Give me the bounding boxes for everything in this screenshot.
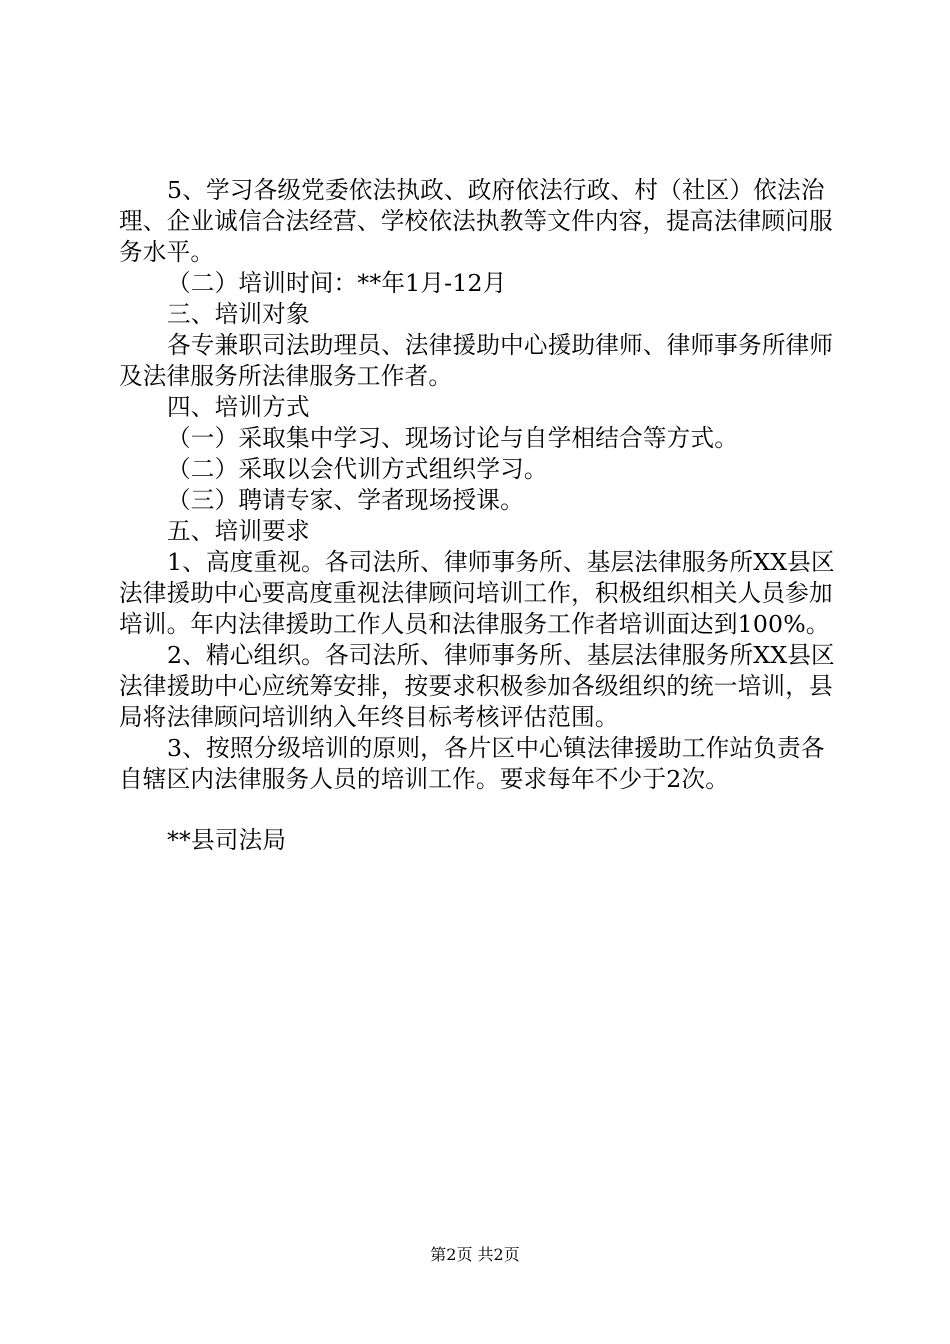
paragraph-requirement-1: 1、高度重视。各司法所、律师事务所、基层法律服务所XX县区法律援助中心要高度重视法律顾问培训工作，积极组织相关人员参加培训。年内法律援助工作人员和法律服务工作者培训面达到100%。 [119, 548, 835, 638]
spacer [119, 795, 839, 825]
paragraph-requirement-3: 3、按照分级培训的原则，各片区中心镇法律援助工作站负责各自辖区内法律服务人员的培训工作。要求每年不少于2次。 [119, 734, 825, 793]
page-footer: 第2页 共2页 [430, 1245, 520, 1264]
paragraph-method-1: （一）采取集中学习、现场讨论与自学相结合等方式。 [167, 424, 739, 452]
document-body [119, 175, 839, 856]
paragraph-method-3: （三）聘请专家、学者现场授课。 [167, 486, 524, 514]
heading-training-requirements: 五、培训要求 [167, 517, 310, 545]
heading-training-targets: 三、培训对象 [167, 300, 310, 328]
signature: **县司法局 [167, 826, 287, 854]
paragraph-requirement-2: 2、精心组织。各司法所、律师事务所、基层法律服务所XX县区法律援助中心应统筹安排，按要求积极参加各级组织的统一培训，县局将法律顾问培训纳入年终目标考核评估范围。 [119, 641, 835, 731]
paragraph-training-targets: 各专兼职司法助理员、法律援助中心援助律师、律师事务所律师及法律服务所法律服务工作者。 [119, 331, 834, 390]
paragraph-training-time: （二）培训时间：**年1月-12月 [167, 269, 507, 297]
paragraph-study-content: 5、学习各级党委依法执政、政府依法行政、村（社区）依法治理、企业诚信合法经营、学校依法执教等文件内容，提高法律顾问服务水平。 [119, 176, 833, 266]
heading-training-methods: 四、培训方式 [167, 393, 310, 421]
paragraph-method-2: （二）采取以会代训方式组织学习。 [167, 455, 548, 483]
